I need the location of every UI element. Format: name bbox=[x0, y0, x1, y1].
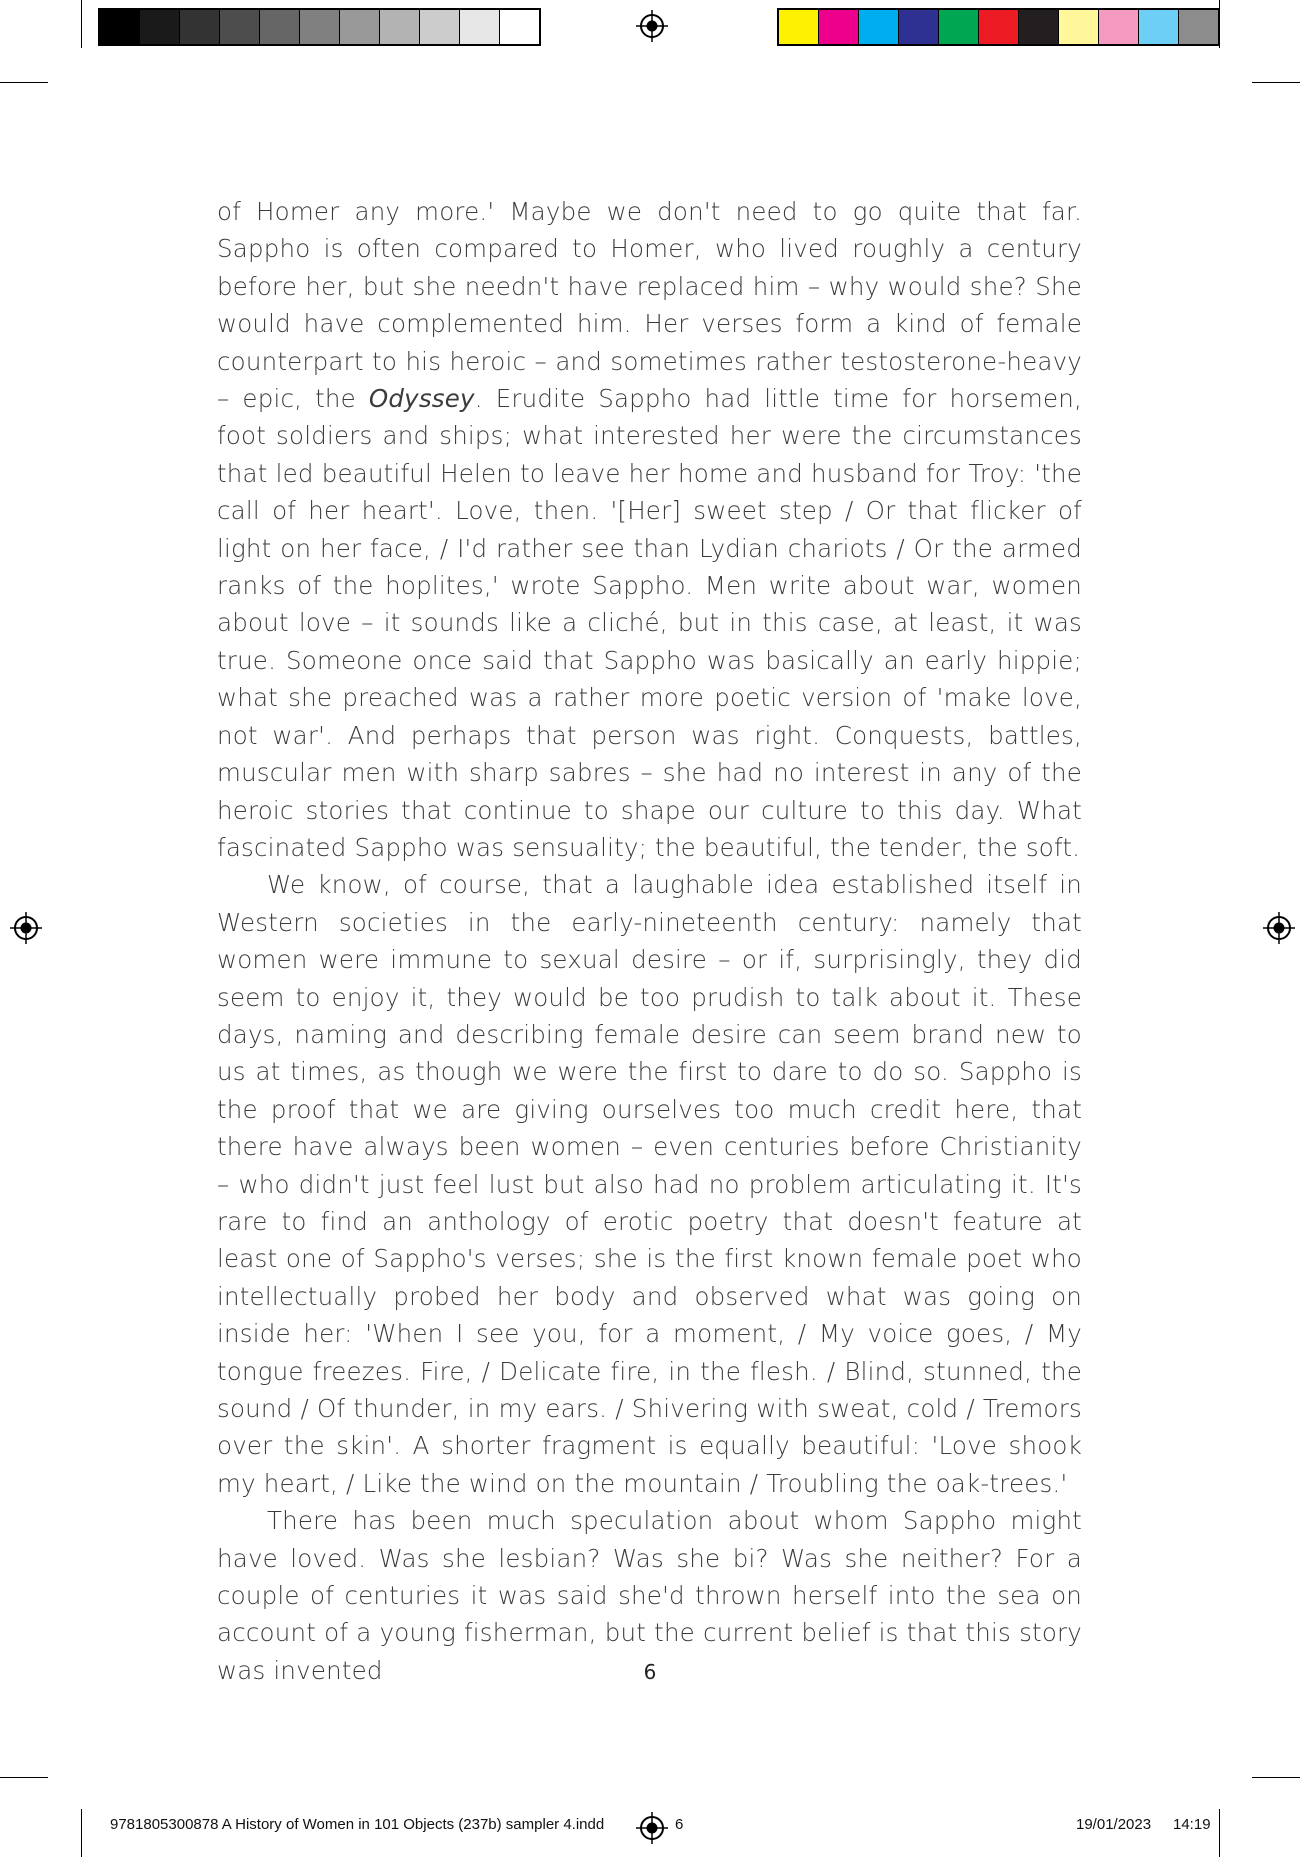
gray-swatch-6 bbox=[299, 10, 339, 44]
gray-swatch-9 bbox=[419, 10, 459, 44]
slug-page-number: 6 bbox=[675, 1816, 684, 1833]
slug-date: 19/01/2023 bbox=[1076, 1816, 1152, 1833]
gray-swatch-7 bbox=[339, 10, 379, 44]
color-swatch-8 bbox=[1058, 10, 1098, 44]
gray-swatch-8 bbox=[379, 10, 419, 44]
registration-mark-top-icon bbox=[636, 10, 668, 42]
gray-swatch-4 bbox=[219, 10, 259, 44]
registration-mark-bottom-icon bbox=[636, 1812, 668, 1844]
registration-mark-left-icon bbox=[10, 912, 42, 944]
gray-swatch-5 bbox=[259, 10, 299, 44]
paragraph-1-italic-title: Odyssey bbox=[368, 384, 475, 414]
color-swatch-11 bbox=[1178, 10, 1218, 44]
color-swatch-10 bbox=[1138, 10, 1178, 44]
color-swatch-4 bbox=[898, 10, 938, 44]
gray-swatch-10 bbox=[459, 10, 499, 44]
color-swatch-3 bbox=[858, 10, 898, 44]
crop-mark-bottom-left-h bbox=[0, 1777, 48, 1778]
gray-swatch-2 bbox=[139, 10, 179, 44]
color-swatch-9 bbox=[1098, 10, 1138, 44]
paragraph-1 bbox=[217, 193, 1082, 866]
gray-swatch-11 bbox=[499, 10, 539, 44]
paragraph-2: We know, of course, that a laughable idea established itself in Western societies in the early-nineteenth century: namely that women were immune to sexual desire – or if, surprisingly, they did seem to enjoy it, they would be too prudish to talk about it. These days, naming and describing female desire can seem brand new to us at times, as though we were the first to dare to do so. Sappho is the proof that we are giving ourselves too much credit here, that there have always been women – even centuries before Christianity – who didn't just feel lust but also had no problem articulating it. It's rare to find an anthology of erotic poetry that doesn't feature at least one of Sappho's verses; she is the first known female poet who intellectually probed her body and observed what was going on inside her: 'When I see you, for a moment, / My voice goes, / My tongue freezes. Fire, / Delicate fire, in the flesh. / Blind, stunned, the sound / Of thunder, in my ears. / Shivering with sweat, cold / Tremors over the skin'. A shorter fragment is equally beautiful: 'Love shook my heart, / Like the wind on the mountain / Troubling the oak-trees.' bbox=[217, 870, 1082, 1498]
color-swatch-5 bbox=[938, 10, 978, 44]
crop-mark-top-left-v bbox=[81, 0, 82, 48]
registration-mark-right-icon bbox=[1263, 912, 1295, 944]
grayscale-bar bbox=[98, 8, 541, 46]
slug-time: 14:19 bbox=[1173, 1816, 1211, 1833]
gray-swatch-1 bbox=[100, 10, 139, 44]
crop-mark-bottom-right-h bbox=[1252, 1777, 1300, 1778]
slug-file-name: 9781805300878 A History of Women in 101 Objects (237b) sampler 4.indd bbox=[110, 1816, 605, 1833]
crop-mark-top-right-h bbox=[1252, 82, 1300, 83]
color-swatch-7 bbox=[1018, 10, 1058, 44]
gray-swatch-3 bbox=[179, 10, 219, 44]
color-control-bar bbox=[777, 8, 1220, 46]
paragraph-3: There has been much speculation about whom Sappho might have loved. Was she lesbian? Was she bi? Was she neither? For a couple of centuries it was said she'd thrown herself into the sea on account of a young fisherman, but the current belief is that this story was invented bbox=[217, 1506, 1082, 1685]
color-swatch-1 bbox=[779, 10, 818, 44]
crop-mark-bottom-left-v bbox=[81, 1809, 82, 1857]
paragraph-1-text-a: of Homer any more.' Maybe we don't need to go quite that far. Sappho is often compared to Homer, who lived roughly a century before her, but she needn't have replaced him – why would she? She would have complemented him. Her verses form a kind of female counterpart to his heroic – and sometimes rather testosterone-heavy – epic, the bbox=[217, 197, 1082, 414]
page-number: 6 bbox=[643, 1660, 657, 1684]
paragraph-1-text-b: . Erudite Sappho had little time for horsemen, foot soldiers and ships; what interested her were the circumstances that led beautiful Helen to leave her home and husband for Troy: 'the call of her heart'. Love, then. '[Her] sweet step / Or that flicker of light on her face, / I'd rather see than Lydian chariots / Or the armed ranks of the hoplites,' wrote Sappho. Men write about war, women about love – it sounds like a cliché, but in this case, at least, it was true. Someone once said that Sappho was basically an early hippie; what she preached was a rather more poetic version of 'make love, not war'. And perhaps that person was right. Conquests, battles, muscular men with sharp sabres – she had no interest in any of the heroic stories that continue to shape our culture to this day. What fascinated Sappho was sensuality; the beautiful, the tender, the soft. bbox=[217, 384, 1082, 862]
crop-mark-bottom-right-v bbox=[1219, 1809, 1220, 1857]
color-swatch-6 bbox=[978, 10, 1018, 44]
body-text bbox=[217, 193, 1082, 1689]
crop-mark-top-left-h bbox=[0, 82, 48, 83]
color-swatch-2 bbox=[818, 10, 858, 44]
